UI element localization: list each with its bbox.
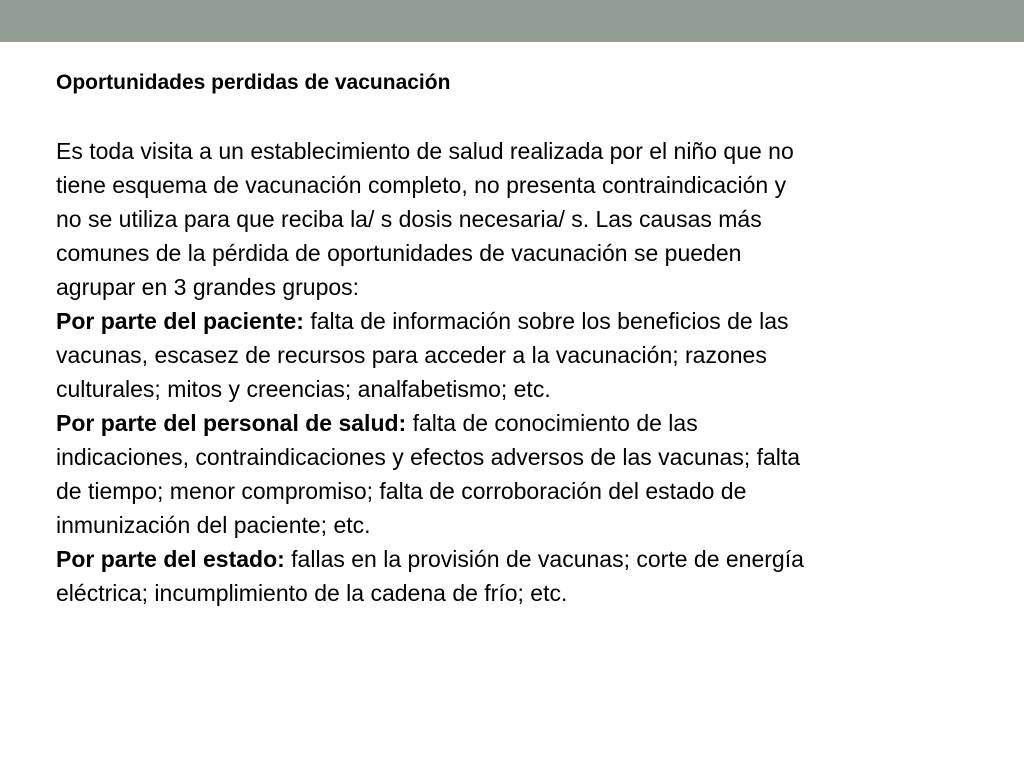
cause-label-patient: Por parte del paciente:	[56, 308, 304, 334]
cause-state	[56, 542, 986, 610]
intro-paragraph: Es toda visita a un establecimiento de salud realizada por el niño que no tiene esquema de vacunación completo, no presenta contraindicación y no se utiliza para que reciba la/ s dosis necesaria/ s. Las causas más comunes de la pérdida de oportunidades de vacunación se pueden agrupar en 3 grandes grupos:	[56, 138, 794, 300]
header-bar	[0, 0, 1024, 42]
cause-label-health-staff: Por parte del personal de salud:	[56, 410, 407, 436]
cause-text-health-staff: falta de conocimiento de las indicaciones, contraindicaciones y efectos adversos de las vacunas; falta de tiempo; menor compromiso; falta de corroboración del estado de inmunización del paciente; etc.	[56, 410, 801, 538]
cause-text-patient: falta de información sobre los beneficios de las vacunas, escasez de recursos para acceder a la vacunación; razones culturales; mitos y creencias; analfabetismo; etc.	[56, 308, 789, 402]
slide-content	[56, 66, 986, 610]
cause-patient	[56, 304, 986, 406]
cause-health-staff	[56, 406, 986, 542]
cause-label-state: Por parte del estado:	[56, 546, 285, 572]
slide-title: Oportunidades perdidas de vacunación	[56, 71, 451, 94]
cause-text-state: fallas en la provisión de vacunas; corte de energía eléctrica; incumplimiento de la cadena de frío; etc.	[56, 546, 804, 606]
